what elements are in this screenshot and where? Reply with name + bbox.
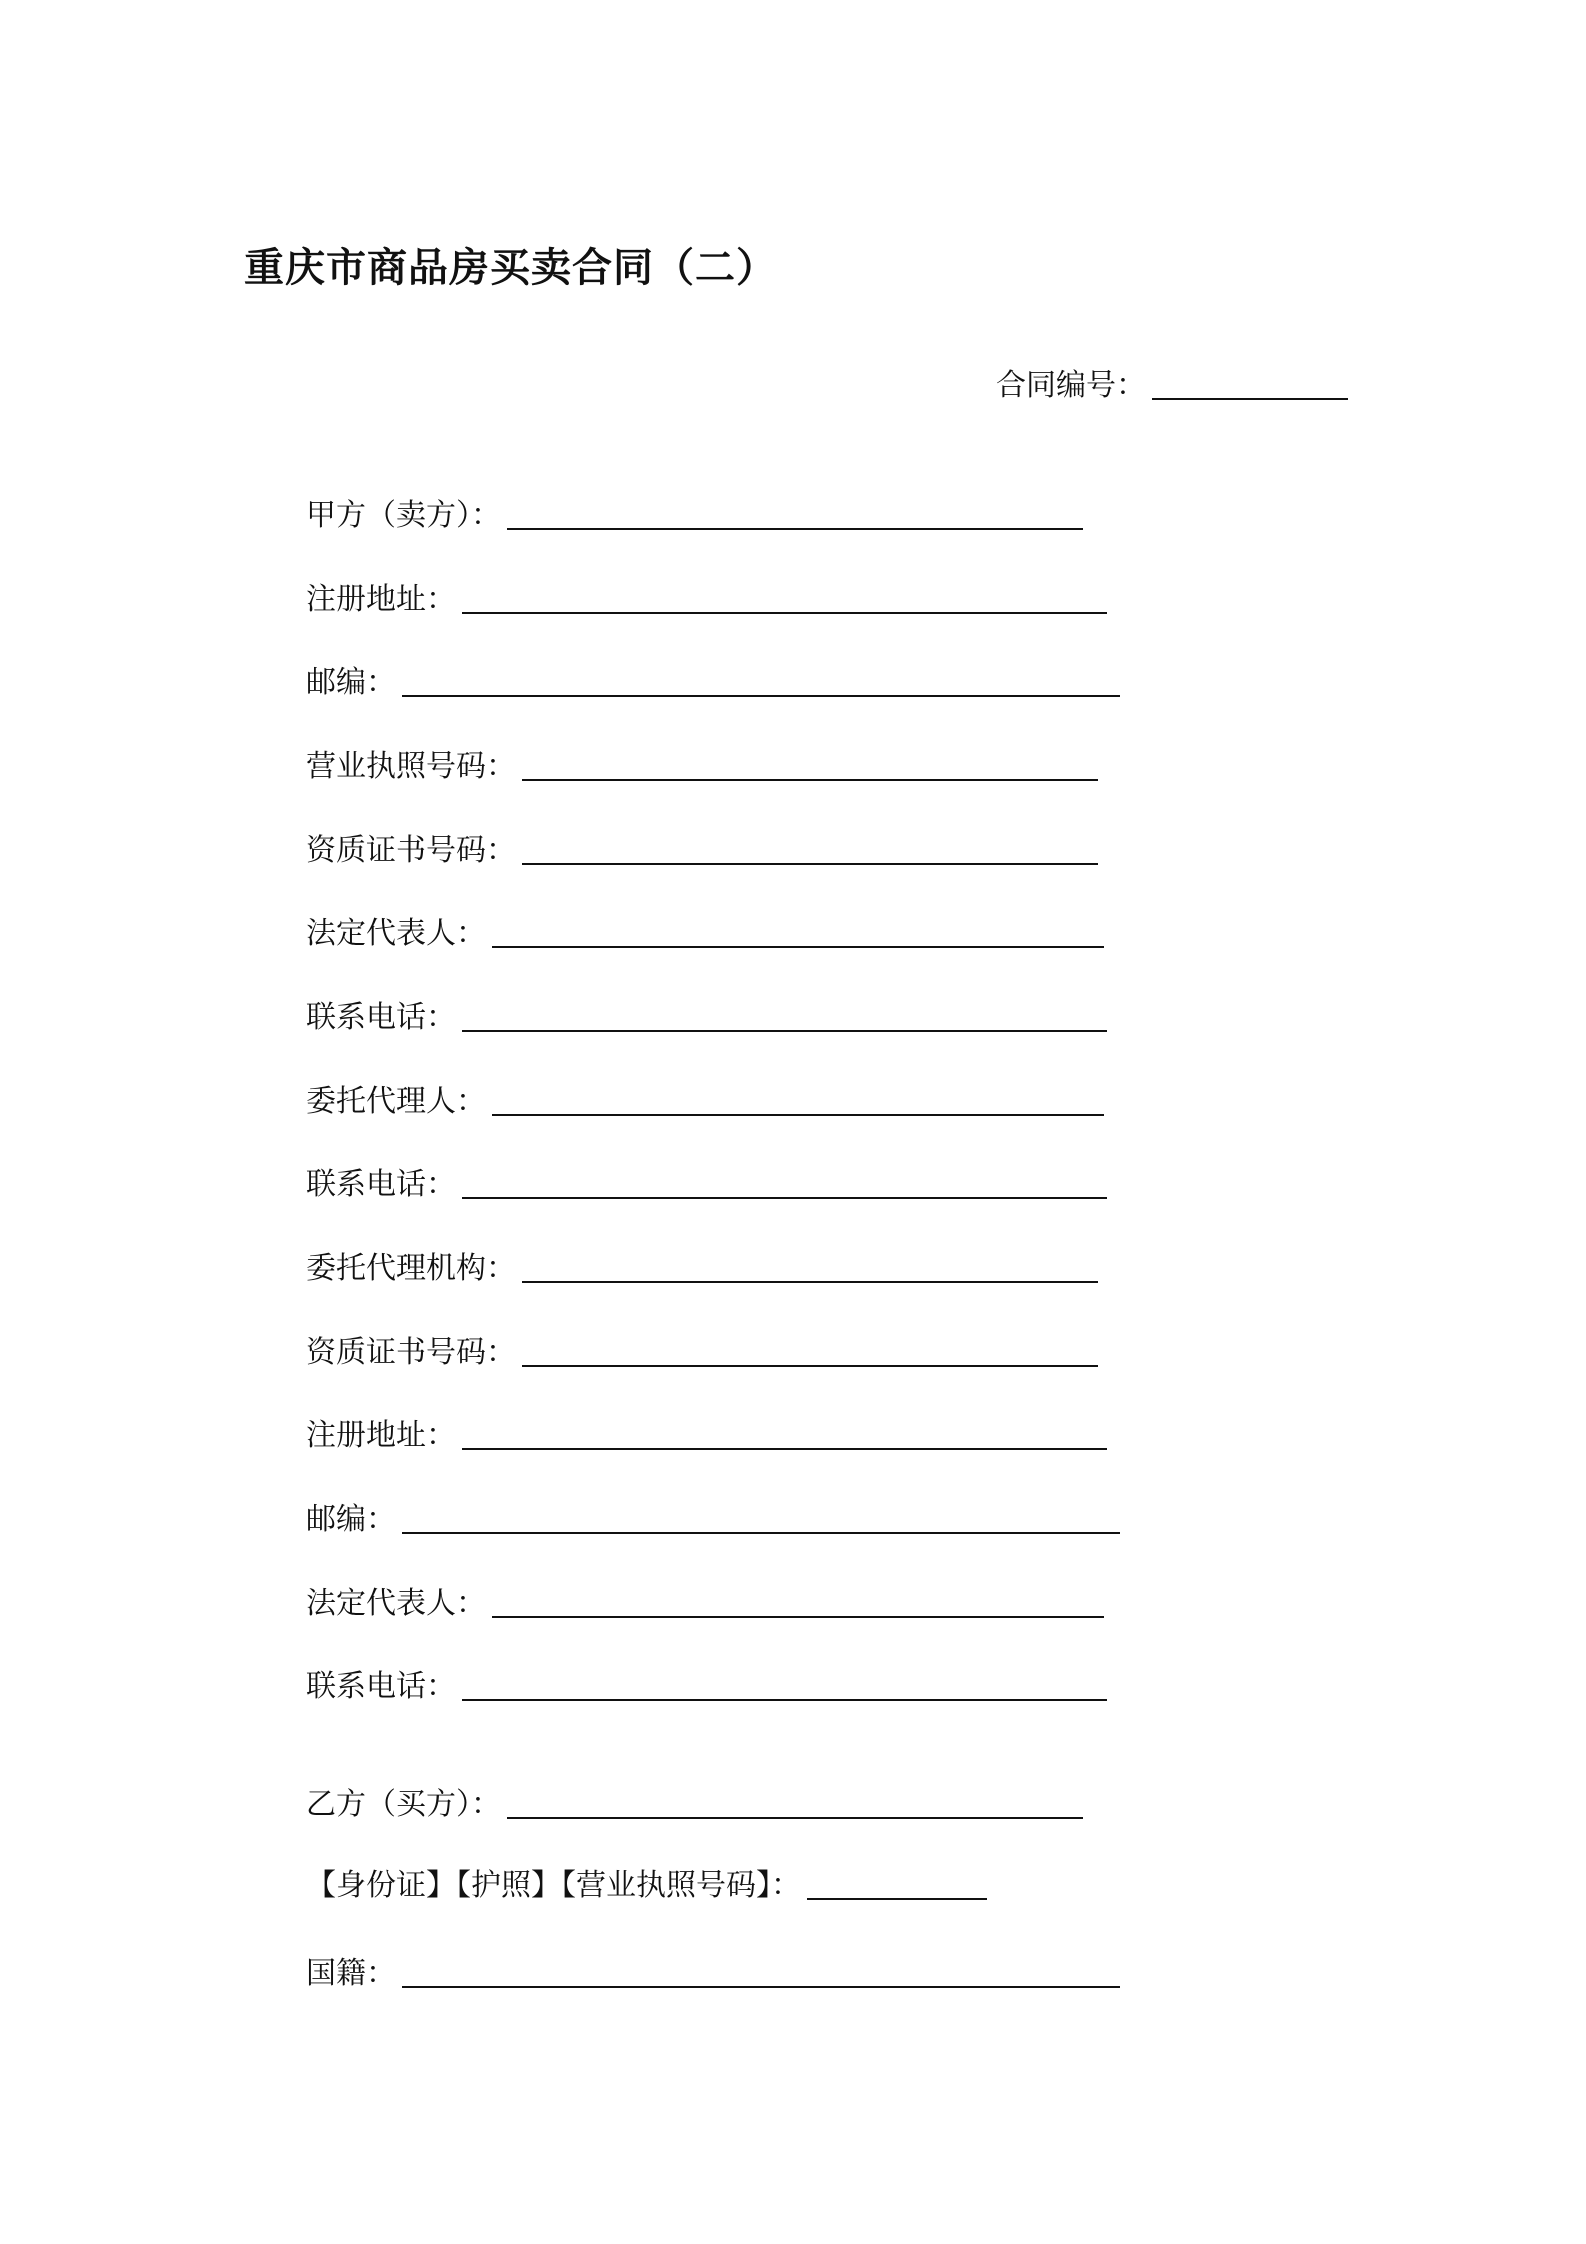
field-blank[interactable] [522,745,1098,781]
field-label: 联系电话： [306,1000,456,1035]
field-blank[interactable] [462,578,1107,614]
seller-phone-field [306,994,1107,1038]
buyer-party-field [306,1781,1083,1825]
field-blank[interactable] [807,1864,987,1900]
field-label: 营业执照号码： [306,749,516,784]
document-title: 重庆市商品房买卖合同（二） [244,245,777,291]
field-label: 国籍： [306,1956,396,1991]
field-label: 邮编： [306,665,396,700]
buyer-nationality-field [306,1950,1120,1994]
field-blank[interactable] [522,1247,1098,1283]
seller-business-license-field [306,743,1098,787]
contract-number-field [996,364,1348,406]
field-blank[interactable] [492,1080,1104,1116]
contract-number-blank[interactable] [1152,364,1348,400]
field-label: 【身份证】【护照】【营业执照号码】： [306,1868,801,1903]
field-label: 委托代理机构： [306,1251,516,1286]
field-label: 乙方（买方）： [306,1787,501,1822]
field-label: 法定代表人： [306,1586,486,1621]
seller-postcode-field [306,659,1120,703]
seller-qualification-field [306,827,1098,871]
field-blank[interactable] [402,661,1120,697]
field-blank[interactable] [402,1498,1120,1534]
field-label: 注册地址： [306,582,456,617]
field-blank[interactable] [507,1783,1083,1819]
seller-agency-field [306,1245,1098,1289]
seller-agent-phone-field [306,1161,1107,1205]
field-label: 委托代理人： [306,1084,486,1119]
field-blank[interactable] [507,494,1083,530]
field-label: 资质证书号码： [306,833,516,868]
agency-legal-rep-field [306,1580,1104,1624]
field-blank[interactable] [522,829,1098,865]
field-blank[interactable] [462,1665,1107,1701]
agency-postcode-field [306,1496,1120,1540]
field-blank[interactable] [492,1582,1104,1618]
seller-address-field [306,576,1107,620]
field-blank[interactable] [462,1163,1107,1199]
field-blank[interactable] [522,1331,1098,1367]
seller-party-field [306,492,1083,536]
field-label: 甲方（卖方）： [306,498,501,533]
field-blank[interactable] [462,996,1107,1032]
field-blank[interactable] [402,1952,1120,1988]
field-label: 注册地址： [306,1418,456,1453]
field-label: 联系电话： [306,1669,456,1704]
contract-number-label: 合同编号： [996,368,1146,403]
agency-address-field [306,1412,1107,1456]
field-blank[interactable] [462,1414,1107,1450]
field-label: 邮编： [306,1502,396,1537]
agency-phone-field [306,1663,1107,1707]
field-label: 联系电话： [306,1167,456,1202]
agency-qualification-field [306,1329,1098,1373]
buyer-id-field [306,1862,987,1906]
field-label: 法定代表人： [306,916,486,951]
field-blank[interactable] [492,912,1104,948]
seller-legal-rep-field [306,910,1104,954]
seller-agent-field [306,1078,1104,1122]
field-label: 资质证书号码： [306,1335,516,1370]
